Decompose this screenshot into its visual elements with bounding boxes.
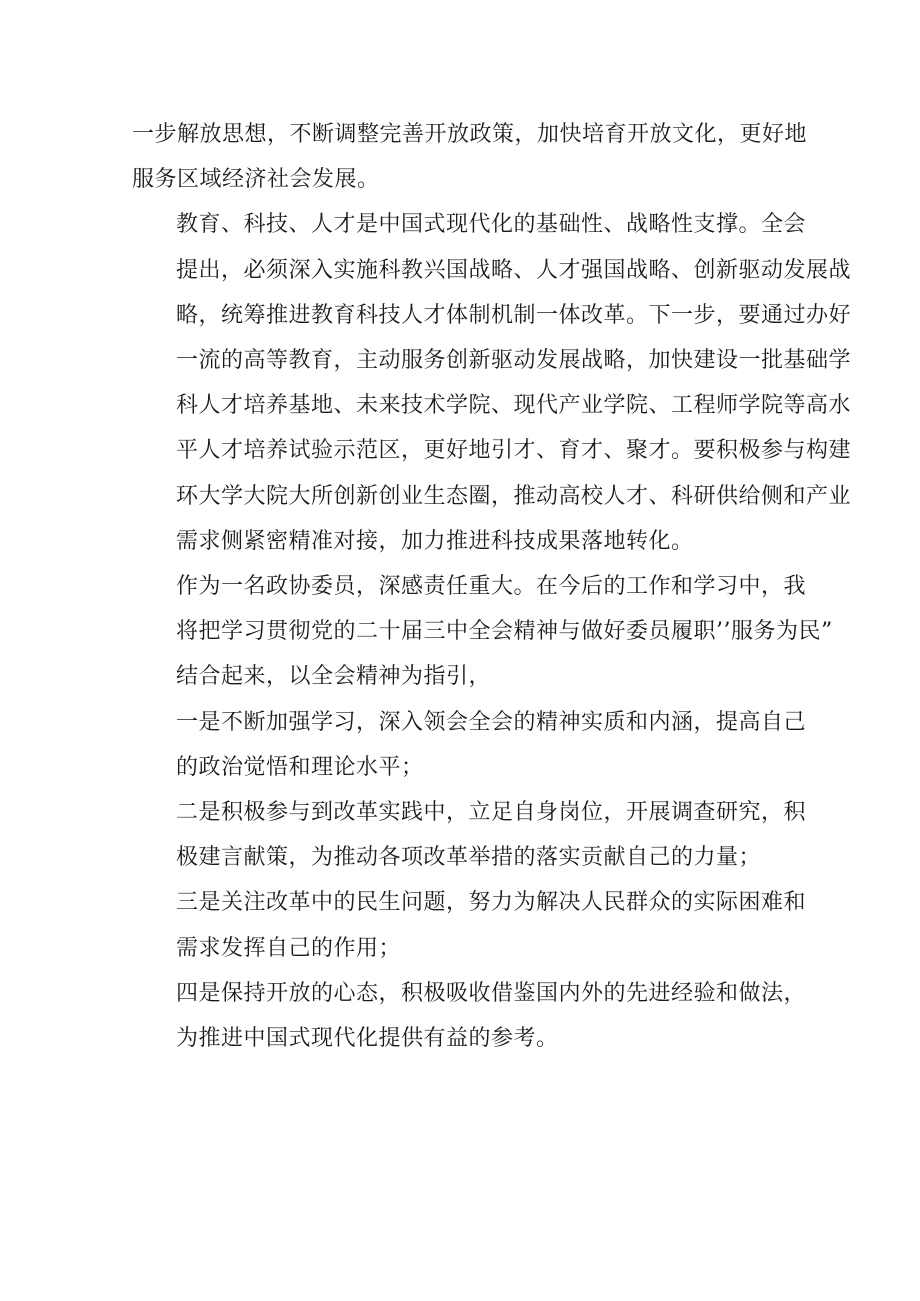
text-line: 略，统筹推进教育科技人才体制机制一体改革。下一步，要通过办好 — [176, 302, 852, 328]
text-line: 的政治觉悟和理论水平； — [176, 754, 424, 780]
text-line: 作为一名政协委员，深感责任重大。在今后的工作和学习中，我 — [176, 574, 807, 600]
text-line: 为推进中国式现代化提供有益的参考。 — [176, 1026, 559, 1052]
text-line: 环大学大院大所创新创业生态圈，推动高校人才、科研供给侧和产业 — [176, 483, 852, 509]
text-line: 一是不断加强学习，深入领会全会的精神实质和内涵，提高自己 — [176, 709, 807, 735]
paragraph-point-one — [132, 700, 807, 790]
paragraph-opening — [132, 112, 808, 202]
text-line: 二是积极参与到改革实践中，立足自身岗位，开展调查研究，积 — [176, 800, 807, 826]
text-line: 三是关注改革中的民生问题，努力为解决人民群众的实际困难和 — [176, 890, 807, 916]
text-line: 科人才培养基地、未来技术学院、现代产业学院、工程师学院等高水 — [176, 393, 852, 419]
text-line: 结合起来，以全会精神为指引， — [176, 664, 492, 690]
paragraph-point-four — [132, 971, 807, 1061]
text-line: 极建言献策，为推动各项改革举措的落实贡献自己的力量； — [176, 845, 762, 871]
text-line: 提出，必须深入实施科教兴国战略、人才强国战略、创新驱动发展战 — [176, 257, 852, 283]
text-line: 需求发挥自己的作用； — [176, 935, 402, 961]
text-line: 一步解放思想，不断调整完善开放政策，加快培育开放文化，更好地 — [132, 122, 808, 147]
paragraph-point-three — [132, 880, 807, 970]
paragraph-committee-member — [132, 564, 833, 700]
paragraph-point-two — [132, 790, 807, 880]
text-line: 平人才培养试验示范区，更好地引才、育才、聚才。要积极参与构建 — [176, 438, 852, 464]
text-line: 教育、科技、人才是中国式现代化的基础性、战略性支撑。全会 — [176, 212, 807, 238]
text-line: 需求侧紧密精准对接，加力推进科技成果落地转化。 — [176, 528, 694, 554]
document-body — [132, 112, 852, 1061]
text-line: 服务区域经济社会发展。 — [132, 167, 380, 193]
text-line: 一流的高等教育，主动服务创新驱动发展战略，加快建设一批基础学 — [176, 348, 852, 374]
text-line: 将把学习贯彻党的二十届三中全会精神与做好委员履职’’服务为民” — [176, 619, 833, 645]
paragraph-education-tech-talent — [132, 202, 852, 564]
text-line: 四是保持开放的心态，积极吸收借鉴国内外的先进经验和做法， — [176, 980, 807, 1006]
